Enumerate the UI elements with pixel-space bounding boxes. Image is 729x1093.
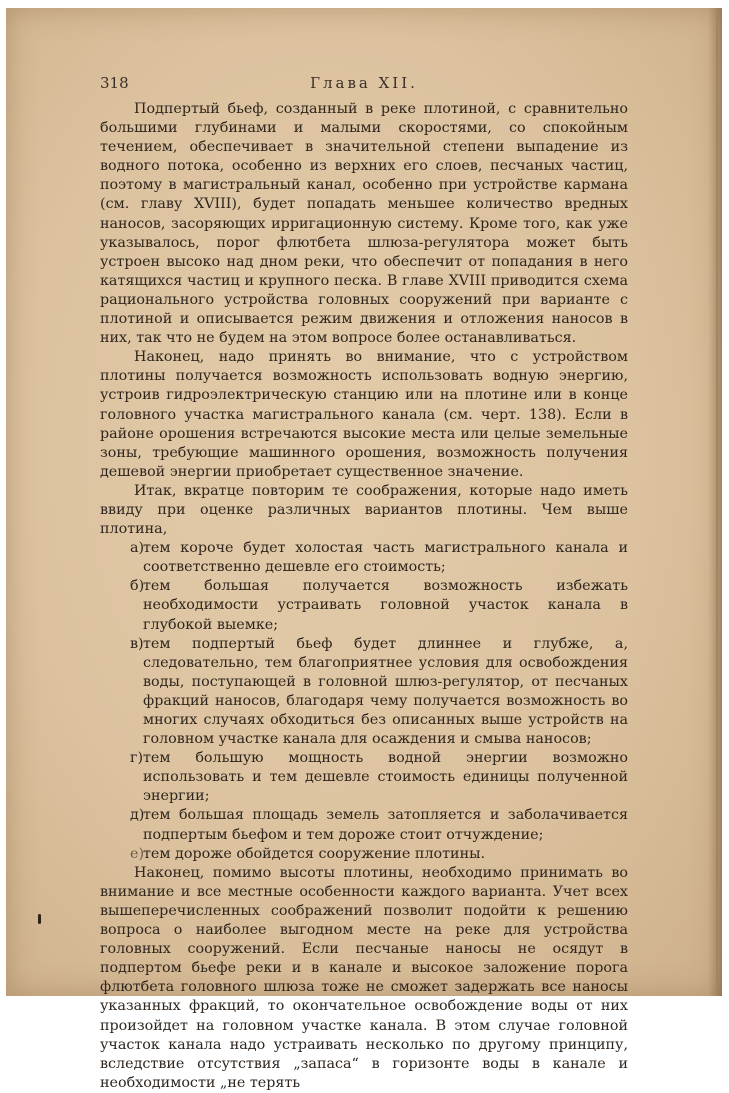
list-marker: е) (130, 845, 145, 862)
book-page (6, 8, 722, 1091)
list-item (100, 577, 628, 634)
list-item-text: тем подпертый бьеф будет длиннее и глубже, а, следовательно, тем благоприятнее условия для освобождения воды, поступающей в головной шлюз-регулятор, от песчаных фракций наносов, благодаря чему получается возможность во многих случаях обходиться без описанных выше устройств на головном участке канала для осаждения и смыва наносов; (143, 635, 628, 748)
list-marker: а) (130, 540, 145, 557)
chapter-title: Глава XII. (310, 74, 418, 92)
paragraph-3: Итак, вкратце повторим те соображения, которые надо иметь ввиду при оценке различных вариантов плотины. Чем выше плотина, (100, 482, 628, 538)
paragraph-2: Наконец, надо принять во внимание, что с устройством плотины получается возможность использовать водную энергию, устроив гидроэлектрическую станцию или на плотине или в конце головного участка магистрального канала (см. черт. 138). Если в районе орошения встречаются высокие места или целые земельные зоны, требующие машинного орошения, возможность получения дешевой энергии приобретает существенное значение. (100, 349, 628, 480)
list-marker: б) (130, 578, 145, 595)
page-header (100, 74, 628, 98)
list-marker: д) (130, 807, 145, 824)
list-item (100, 845, 628, 864)
paragraph-final: Наконец, помимо высоты плотины, необходимо принимать во внимание и все местные особенности каждого варианта. Учет всех вышеперечисленных соображений позволит подойти к решению вопроса о наиболее выгодном месте на реке для устройства головных сооружений. Если песчаные наносы не осядут в подпертом бьефе реки и в канале и высокое заложение порога флютбета головного шлюза тоже не сможет задержать все наносы указанных фракций, то окончательное освобождение воды от них произойдет на головном участке канала. В этом случае головной участок канала надо устраивать несколько по другому принципу, вследствие отсутствия „запаса“ в горизонте воды в канале и необходимости „не терять (100, 864, 628, 1091)
list-marker: в) (130, 635, 144, 652)
list-marker: г) (130, 750, 144, 767)
criteria-list (100, 539, 628, 864)
list-item-text: тем большая получается возможность избежать необходимости устраивать головной участок канала в глубокой выемке; (143, 578, 628, 633)
list-item-text: тем большая площадь земель затопляется и заболачивается подпертым бьефом и тем дороже стоит отчуждение; (143, 807, 628, 843)
list-item (100, 806, 628, 844)
ink-speck (38, 914, 41, 924)
list-item (100, 539, 628, 577)
page-fold (716, 8, 718, 996)
list-item-text: тем большую мощность водной энергии возможно использовать и тем дешевле стоимость единицы полученной энергии; (143, 750, 628, 805)
body-text (100, 100, 628, 1093)
list-item-text: тем короче будет холостая часть магистрального канала и соответственно дешевле его стоимость; (143, 540, 628, 576)
list-item (100, 635, 628, 750)
list-item-text: тем дороже обойдется сооружение плотины. (143, 845, 486, 862)
page-number: 318 (100, 74, 129, 92)
list-item (100, 749, 628, 806)
paragraph-1: Подпертый бьеф, созданный в реке плотиной, с сравнительно большими глубинами и малыми скоростями, со спокойным течением, обеспечивает в значительной степени выпадение из водного потока, особенно из верхних его слоев, песчаных частиц, поэтому в магистральный канал, особенно при устройстве кармана (см. главу XVIII), будет попадать меньшее количество вредных наносов, засоряющих ирригационную систему. Кроме того, как уже указывалось, порог флютбета шлюза-регулятора может быть устроен высоко над дном реки, что обеспечит от попадания в него катящихся частиц и крупного песка. В главе XVIII приводится схема рациональнoго устройства головных сооружений при варианте с плотиной и описывается режим движения и отложения наносов в них, так что не будем на этом вопросе более останавливаться. (100, 101, 628, 347)
